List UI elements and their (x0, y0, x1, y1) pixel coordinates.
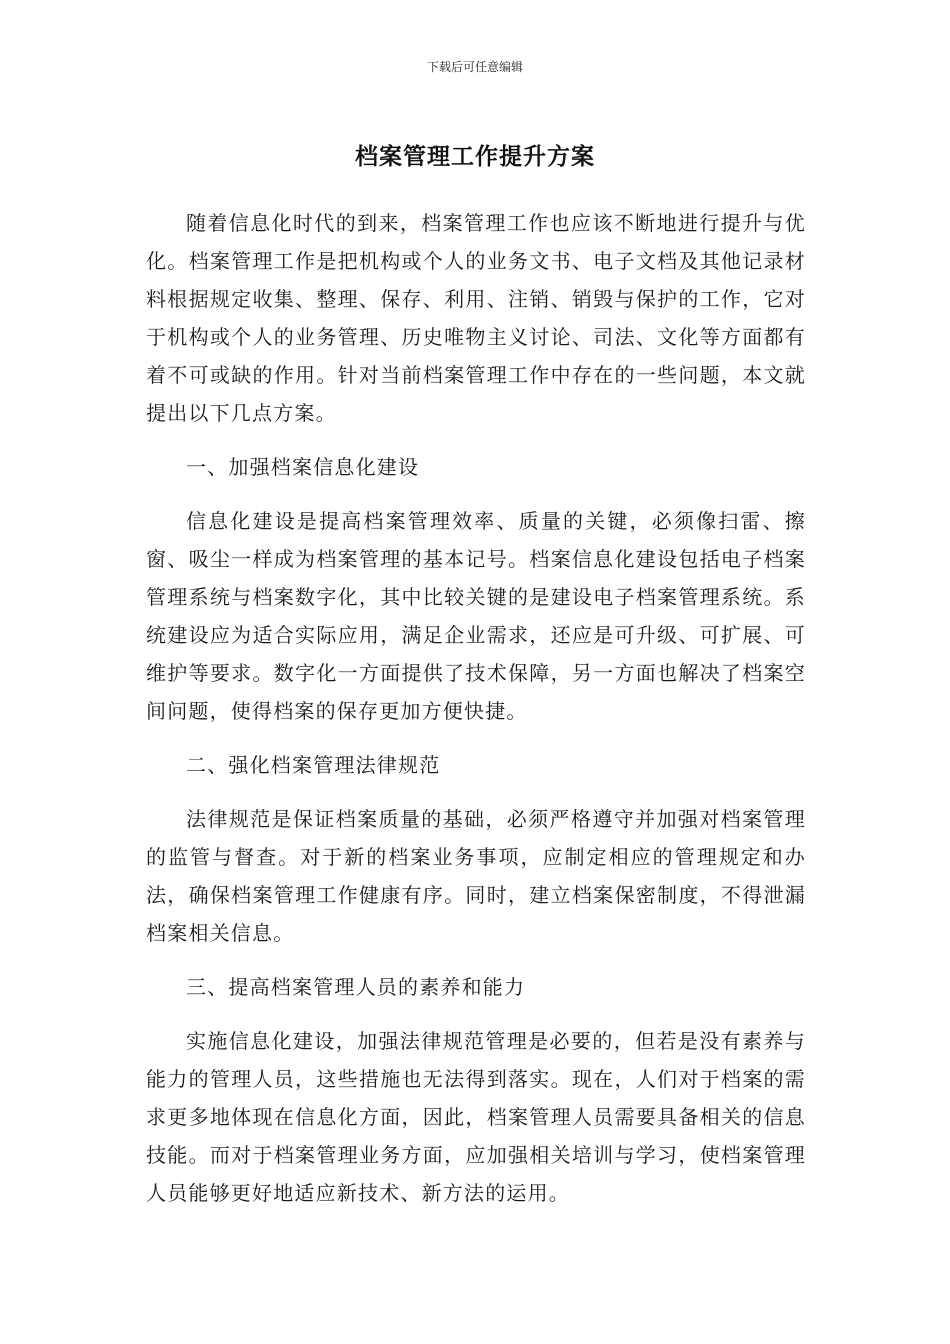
section-body-2: 法律规范是保证档案质量的基础，必须严格遵守并加强对档案管理的监管与督查。对于新的档案业务事项，应制定相应的管理规定和办法，确保档案管理工作健康有序。同时，建立档案保密制度，不得泄漏档案相关信息。 (146, 807, 806, 945)
document-body (146, 204, 806, 1228)
section-body-3: 实施信息化建设，加强法律规范管理是必要的，但若是没有素养与能力的管理人员，这些措施也无法得到落实。现在，人们对于档案的需求更多地体现在信息化方面，因此，档案管理人员需要具备相关的信息技能。而对于档案管理业务方面，应加强相关培训与学习，使档案管理人员能够更好地适应新技术、新方法的运用。 (146, 1029, 806, 1205)
header-note: 下载后可任意编辑 (426, 60, 523, 74)
section-heading-2: 二、强化档案管理法律规范 (186, 753, 441, 777)
section-body-1: 信息化建设是提高档案管理效率、质量的关键，必须像扫雷、擦窗、吸尘一样成为档案管理的基本记号。档案信息化建设包括电子档案管理系统与档案数字化，其中比较关键的是建设电子档案管理系统。系统建设应为适合实际应用，满足企业需求，还应是可升级、可扩展、可维护等要求。数字化一方面提供了技术保障，另一方面也解决了档案空间问题，使得档案的保存更加方便快捷。 (146, 509, 806, 723)
section-heading-3: 三、提高档案管理人员的素养和能力 (186, 975, 526, 999)
section-heading-1: 一、加强档案信息化建设 (186, 455, 420, 479)
document-title: 档案管理工作提升方案 (355, 144, 595, 170)
intro-paragraph: 随着信息化时代的到来，档案管理工作也应该不断地进行提升与优化。档案管理工作是把机构或个人的业务文书、电子文档及其他记录材料根据规定收集、整理、保存、利用、注销、销毁与保护的工作，它对于机构或个人的业务管理、历史唯物主义讨论、司法、文化等方面都有着不可或缺的作用。针对当前档案管理工作中存在的一些问题，本文就提出以下几点方案。 (146, 211, 806, 425)
